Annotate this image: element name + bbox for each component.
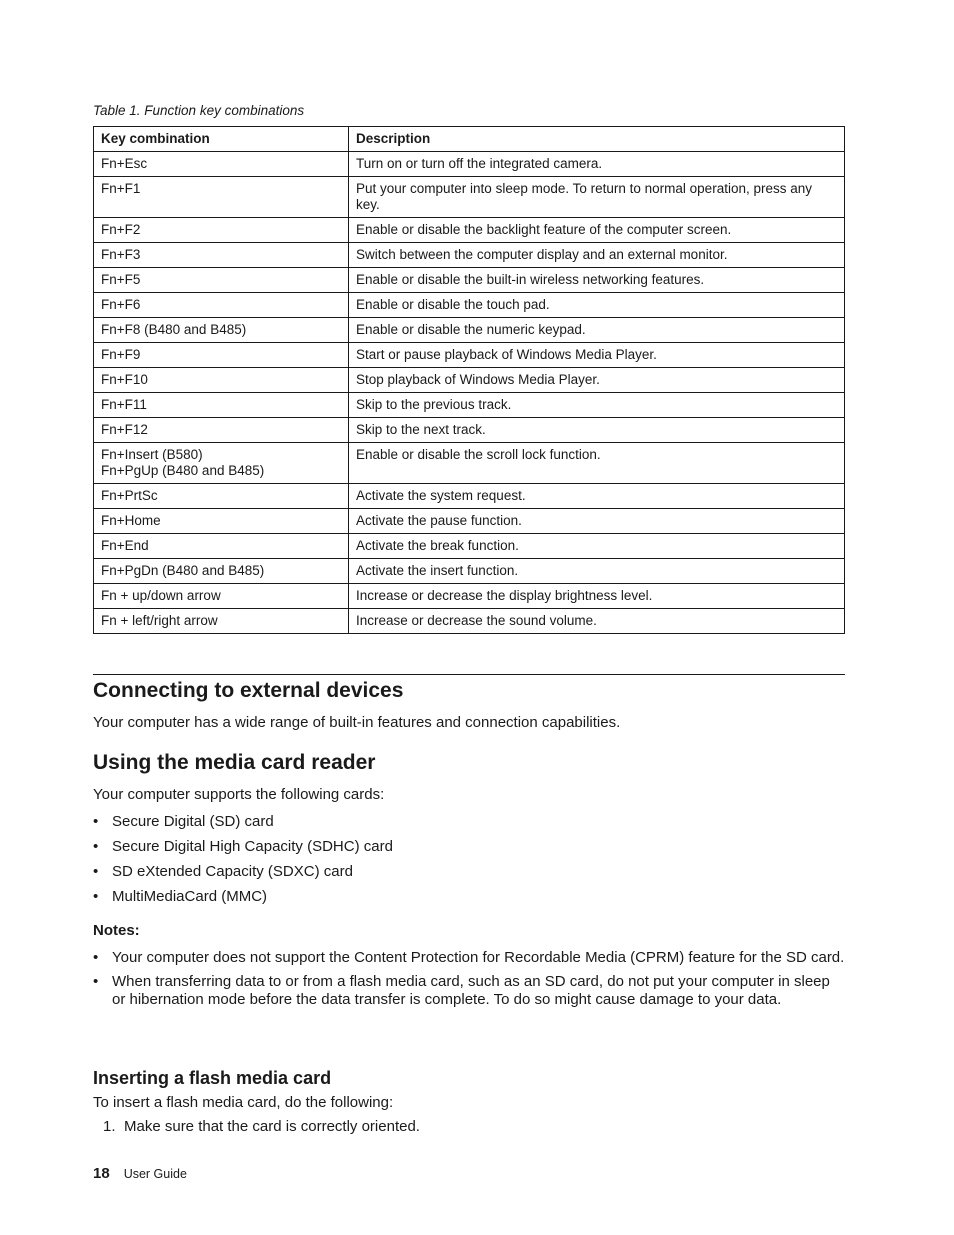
description-text: Stop playback of Windows Media Player. (356, 372, 600, 387)
description-cell (349, 393, 845, 418)
list-item (93, 888, 845, 906)
description-text: Switch between the computer display and an external monitor. (356, 247, 728, 262)
bullet-icon: • (93, 973, 99, 990)
key-combination-cell (94, 559, 349, 584)
supported-cards-list (93, 813, 845, 913)
column-header-description: Description (349, 127, 845, 152)
description-cell (349, 243, 845, 268)
list-item (93, 813, 845, 831)
description-text: Activate the break function. (356, 538, 519, 553)
footer-title: User Guide (123, 1167, 187, 1181)
key-combination-text: Fn+F10 (101, 372, 148, 387)
bullet-icon: • (93, 838, 99, 855)
key-combination-text: Fn+F6 (101, 297, 141, 312)
bullet-icon: • (93, 949, 99, 966)
key-combination-cell (94, 177, 349, 218)
description-cell (349, 177, 845, 218)
key-combination-text: Fn+F9 (101, 347, 141, 362)
description-text: Start or pause playback of Windows Media Player. (356, 347, 657, 362)
list-item-text: SD eXtended Capacity (SDXC) card (112, 863, 353, 880)
heading-connecting-external-devices: Connecting to external devices (93, 679, 404, 702)
description-cell (349, 268, 845, 293)
table-row (94, 177, 845, 218)
key-combination-text: Fn+Insert (B580) (101, 447, 203, 462)
connecting-paragraph: Your computer has a wide range of built-in features and connection capabilities. (93, 714, 621, 731)
step-text: Make sure that the card is correctly oriented. (124, 1118, 420, 1135)
description-text: Activate the pause function. (356, 513, 522, 528)
key-combination-cell (94, 243, 349, 268)
key-combination-text: Fn+Home (101, 513, 161, 528)
list-item (93, 949, 845, 967)
table-row (94, 393, 845, 418)
description-text: Enable or disable the touch pad. (356, 297, 550, 312)
key-combination-cell (94, 152, 349, 177)
table-row (94, 559, 845, 584)
description-cell (349, 318, 845, 343)
bullet-icon: • (93, 888, 99, 905)
key-combination-cell (94, 609, 349, 634)
table-row (94, 484, 845, 509)
table-caption: Table 1. Function key combinations (93, 103, 305, 118)
table-row (94, 152, 845, 177)
list-item (93, 838, 845, 856)
heading-media-card-reader: Using the media card reader (93, 751, 376, 774)
table-row (94, 509, 845, 534)
key-combination-cell (94, 368, 349, 393)
page-number: 18 (93, 1165, 110, 1182)
insert-intro: To insert a flash media card, do the following: (93, 1094, 394, 1111)
bullet-icon: • (93, 813, 99, 830)
key-combination-text: Fn+F1 (101, 181, 141, 196)
key-combination-cell (94, 218, 349, 243)
description-text: Put your computer into sleep mode. To return to normal operation, press any key. (356, 181, 812, 212)
key-combination-cell (94, 268, 349, 293)
description-text: Enable or disable the scroll lock function. (356, 447, 601, 462)
key-combination-cell (94, 293, 349, 318)
description-text: Enable or disable the backlight feature of the computer screen. (356, 222, 732, 237)
key-combination-text: Fn+F8 (B480 and B485) (101, 322, 247, 337)
insert-steps-list (93, 1118, 845, 1136)
section-divider (93, 674, 845, 675)
table-header-row (94, 127, 845, 152)
list-item-text: Secure Digital (SD) card (112, 813, 274, 830)
key-combination-text: Fn+F11 (101, 397, 147, 412)
list-item-text: When transferring data to or from a flash media card, such as an SD card, do not put your computer in sleep or hibernation mode before the data transfer is complete. To do so might cause damage to your data. (112, 973, 830, 1008)
description-cell (349, 559, 845, 584)
key-combination-cell (94, 584, 349, 609)
description-cell (349, 584, 845, 609)
table-row (94, 268, 845, 293)
key-combination-text: Fn+F5 (101, 272, 141, 287)
description-text: Enable or disable the built-in wireless networking features. (356, 272, 705, 287)
key-combination-text: Fn + up/down arrow (101, 588, 221, 603)
step-number: 1. (103, 1118, 116, 1135)
description-cell (349, 609, 845, 634)
table-row (94, 218, 845, 243)
key-combination-cell (94, 393, 349, 418)
description-text: Increase or decrease the sound volume. (356, 613, 597, 628)
key-combination-text: Fn+F2 (101, 222, 141, 237)
key-combination-cell (94, 443, 349, 484)
notes-label: Notes: (93, 922, 140, 939)
description-text: Enable or disable the numeric keypad. (356, 322, 586, 337)
list-item-text: Your computer does not support the Content Protection for Recordable Media (CPRM) feature for the SD card. (112, 949, 845, 966)
description-cell (349, 152, 845, 177)
description-cell (349, 534, 845, 559)
list-item-text: MultiMediaCard (MMC) (112, 888, 268, 905)
table-row (94, 368, 845, 393)
description-cell (349, 368, 845, 393)
table-row (94, 418, 845, 443)
step-item (93, 1118, 845, 1136)
table-row (94, 243, 845, 268)
table-row (94, 293, 845, 318)
key-combination-cell (94, 534, 349, 559)
key-combination-cell (94, 509, 349, 534)
column-header-key: Key combination (94, 127, 349, 152)
description-cell (349, 293, 845, 318)
key-combination-cell (94, 484, 349, 509)
table-row (94, 584, 845, 609)
description-cell (349, 418, 845, 443)
description-cell (349, 509, 845, 534)
description-text: Turn on or turn off the integrated camera. (356, 156, 603, 171)
key-combination-cell (94, 418, 349, 443)
bullet-icon: • (93, 863, 99, 880)
description-text: Activate the insert function. (356, 563, 519, 578)
description-cell (349, 484, 845, 509)
key-combination-cell (94, 343, 349, 368)
table-row (94, 343, 845, 368)
key-combination-text: Fn+PrtSc (101, 488, 158, 503)
key-combination-text: Fn + left/right arrow (101, 613, 218, 628)
key-combination-text: Fn+PgDn (B480 and B485) (101, 563, 265, 578)
table-row (94, 534, 845, 559)
key-combination-text: Fn+PgUp (B480 and B485) (101, 463, 265, 478)
list-item (93, 863, 845, 881)
key-combination-text: Fn+Esc (101, 156, 148, 171)
description-text: Skip to the next track. (356, 422, 486, 437)
key-combination-text: Fn+F12 (101, 422, 148, 437)
table-row (94, 443, 845, 484)
description-cell (349, 443, 845, 484)
table-row (94, 609, 845, 634)
page-footer (93, 1165, 187, 1183)
key-combination-text: Fn+F3 (101, 247, 141, 262)
description-text: Skip to the previous track. (356, 397, 512, 412)
description-cell (349, 343, 845, 368)
key-combination-text: Fn+End (101, 538, 149, 553)
key-combination-cell (94, 318, 349, 343)
supported-cards-intro: Your computer supports the following cards: (93, 786, 385, 803)
description-text: Increase or decrease the display brightness level. (356, 588, 653, 603)
table-row (94, 318, 845, 343)
notes-list (93, 949, 845, 1015)
list-item (93, 973, 845, 1009)
description-cell (349, 218, 845, 243)
heading-inserting-flash-card: Inserting a flash media card (93, 1068, 332, 1088)
description-text: Activate the system request. (356, 488, 526, 503)
function-key-table (93, 126, 845, 634)
list-item-text: Secure Digital High Capacity (SDHC) card (112, 838, 393, 855)
